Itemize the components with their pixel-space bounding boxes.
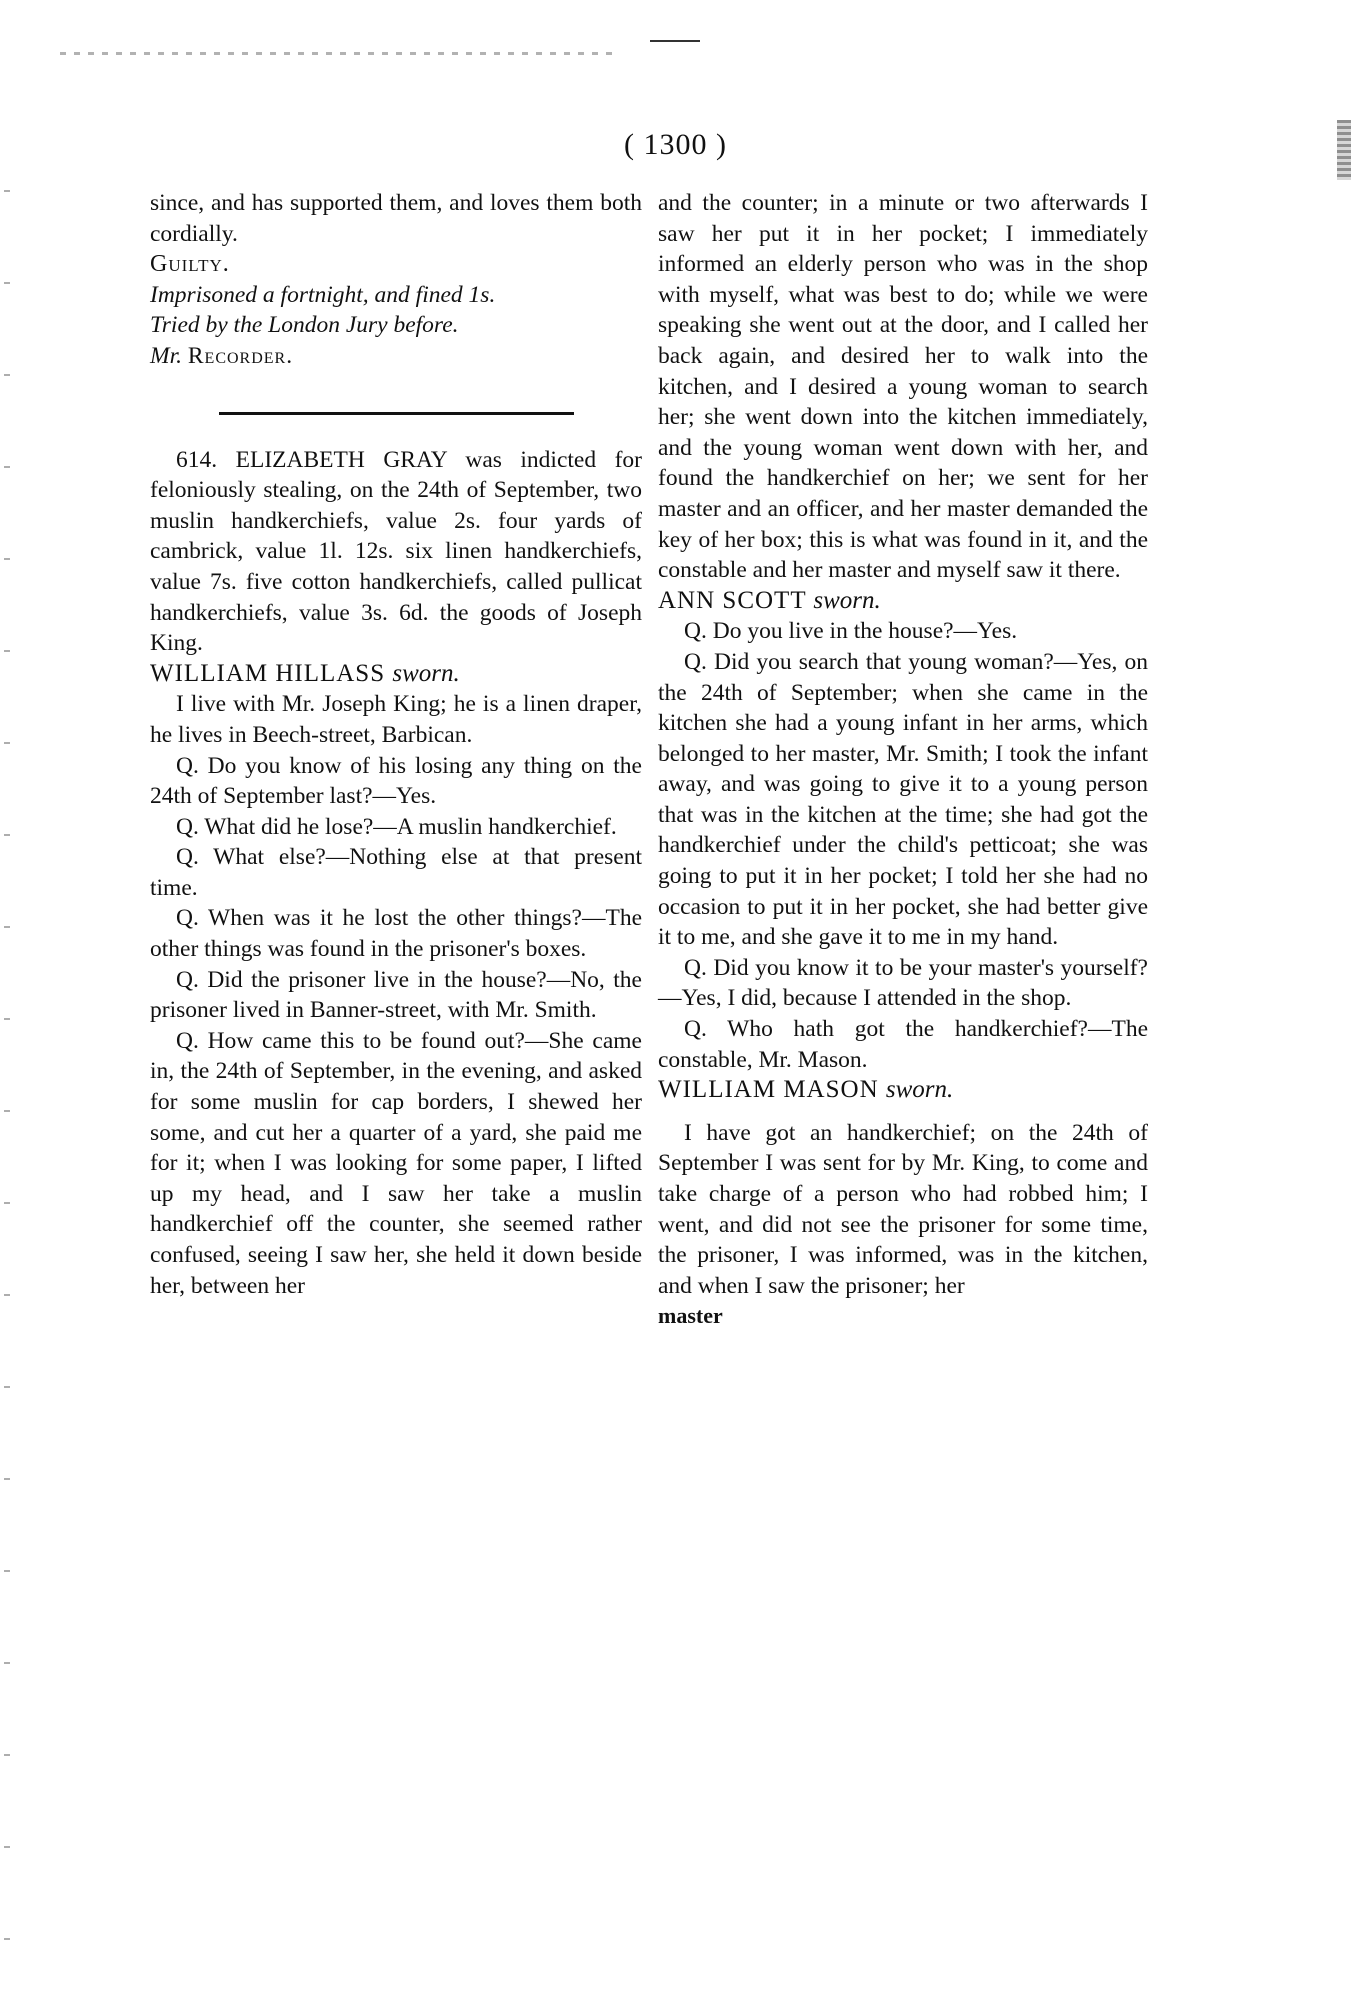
scan-artifact-dash [650, 40, 700, 42]
testimony-qa: Q. Who hath got the handkerchief?—The constable, Mr. Mason. [658, 1016, 1148, 1073]
testimony-qa: Q. Do you know of his losing any thing on the 24th of September last?—Yes. [150, 752, 642, 810]
testimony-qa: Q. Did the prisoner live in the house?—No, the prisoner lived in Banner-street, with Mr. Smith. [150, 966, 642, 1024]
testimony-qa: Q. How came this to be found out?—She came in, the 24th of September, in the evening, and asked for some muslin for cap borders, I shewed her some, and cut her a quarter of a yard, she paid me for it; when I was looking for some paper, I lifted up my head, and I saw her take a muslin handkerchief off the counter, she seemed rather confused, seeing I saw her, she held it down beside her, between her [150, 1027, 642, 1299]
sworn-label: sworn. [392, 659, 460, 687]
witness-name: WILLIAM MASON [658, 1076, 879, 1104]
witness-heading-scott [658, 586, 1148, 617]
scan-artifact-top [60, 52, 620, 55]
sentence: Imprisoned a fortnight, and fined 1s. [150, 281, 496, 308]
scan-edge-marks [4, 100, 10, 2000]
testimony-qa: Q. What else?—Nothing else at that present time. [150, 844, 642, 901]
witness-heading-mason [658, 1075, 1148, 1106]
witness-heading-hillass [150, 659, 642, 690]
testimony-qa: Q. Did you know it to be your master's yourself?—Yes, I did, because I attended in the shop. [658, 954, 1148, 1012]
judge [150, 341, 642, 372]
sworn-label: sworn. [813, 586, 881, 614]
left-column [150, 188, 642, 1301]
left-continuation: since, and has supported them, and loves them both cordially. [150, 190, 642, 247]
testimony-qa: Q. When was it he lost the other things?—The other things was found in the prisoner's boxes. [150, 905, 642, 963]
right-continuation: and the counter; in a minute or two afterwards I saw her put it in her pocket; I immediately informed an elderly person who was in the shop with myself, what was best to do; while we were speaking she went out at the door, and I called her back again, and desired her to walk into the kitchen, and I desired a young woman to search her; she went down into the kitchen immediately, and the young woman went down with her, and found the handkerchief on her; we sent for her master and an officer, and her master demanded the key of her box; this is what was found in it, and the constable and her master and myself saw it there. [658, 190, 1148, 584]
witness-name: ANN SCOTT [658, 586, 807, 614]
testimony-statement: I have got an handkerchief; on the 24th of September I was sent for by Mr. King, to come and take charge of a person who had robbed him; I went, and did not see the prisoner for some time, the prisoner, I was informed, was in the kitchen, and when I saw the prisoner; her [658, 1119, 1148, 1299]
testimony-qa: Q. Do you live in the house?—Yes. [684, 618, 1018, 645]
testimony-qa: Q. What did he lose?—A muslin handkerchief. [176, 813, 617, 840]
section-rule [219, 412, 574, 415]
verdict: Guilty. [150, 251, 230, 278]
right-column [658, 188, 1148, 1332]
testimony-qa: Q. Did you search that young woman?—Yes, on the 24th of September; when she came in the kitchen she had a young infant in her arms, which belonged to her master, Mr. Smith; I took the infant away, and was going to give it to a young person that was in the kitchen at the time; she had got the handkerchief under the child's petticoat; she was going to put it in her pocket; I told her she had no occasion to put it in her pocket, she had better give it to me, and she gave it to me in my hand. [658, 648, 1148, 951]
catchword: master [658, 1303, 723, 1329]
sworn-label: sworn. [885, 1076, 954, 1104]
indictment: 614. ELIZABETH GRAY was indicted for feloniously stealing, on the 24th of September, two muslin handkerchiefs, value 2s. four yards of cambrick, value 1l. 12s. six linen handkerchiefs, value 7s. five cotton handkerchiefs, called pullicat handkerchiefs, value 3s. 6d. the goods of Joseph King. [150, 446, 642, 657]
witness-name: WILLIAM HILLASS [150, 659, 386, 687]
tried-by: Tried by the London Jury before. [150, 312, 459, 339]
judge-prefix: Mr. [150, 342, 182, 369]
judge-name: Recorder. [187, 342, 294, 369]
testimony-statement: I live with Mr. Joseph King; he is a linen draper, he lives in Beech-street, Barbican. [150, 691, 642, 748]
page-number: ( 1300 ) [624, 128, 727, 161]
